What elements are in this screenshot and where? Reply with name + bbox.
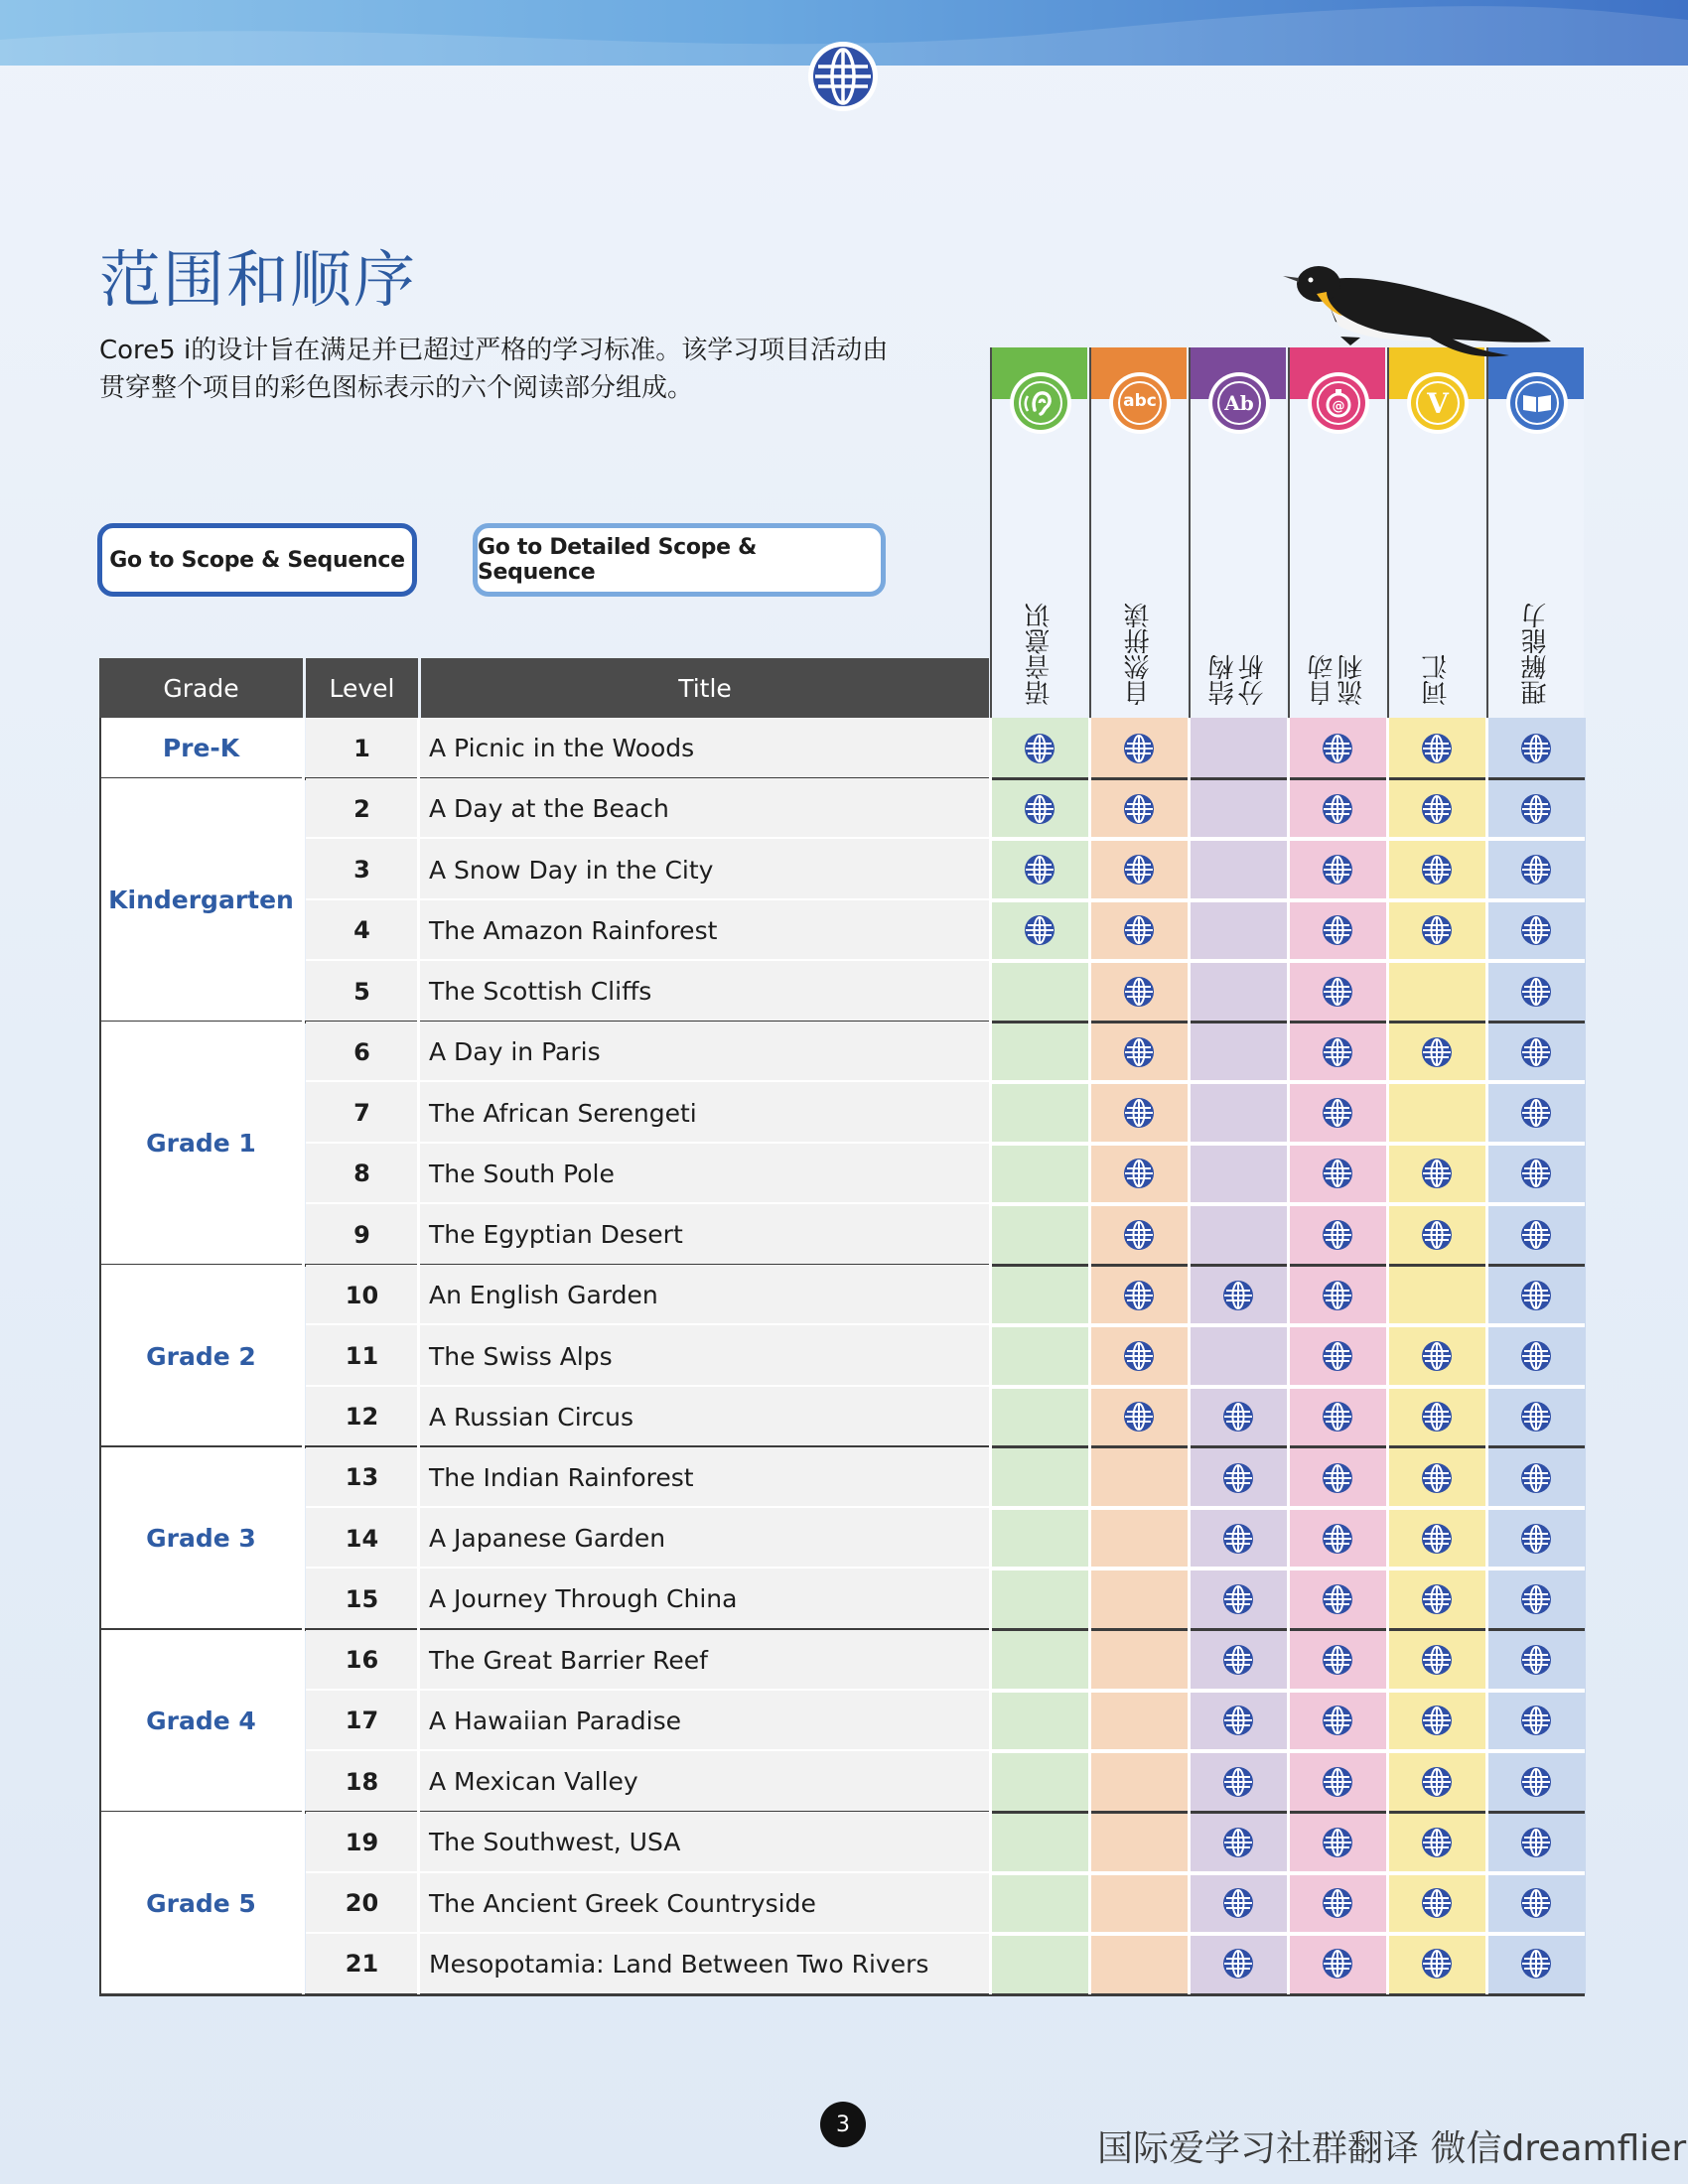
globe-check-icon bbox=[1519, 1826, 1553, 1859]
globe-check-icon bbox=[1321, 1096, 1354, 1130]
grade-divider bbox=[99, 1993, 1585, 1996]
title-cell: A Japanese Garden bbox=[429, 1524, 666, 1554]
globe-check-icon bbox=[1519, 1279, 1553, 1312]
globe-check-icon bbox=[1122, 1096, 1156, 1130]
level-cell: 19 bbox=[345, 1828, 379, 1856]
globe-check-icon bbox=[1321, 975, 1354, 1009]
globe-check-icon bbox=[1519, 1522, 1553, 1556]
column-divider bbox=[1386, 718, 1389, 1994]
level-cell: 7 bbox=[353, 1099, 370, 1128]
svg-text:abc: abc bbox=[1123, 391, 1157, 411]
level-cell: 20 bbox=[345, 1889, 379, 1918]
globe-check-icon bbox=[1221, 1461, 1255, 1495]
globe-check-icon bbox=[1420, 1157, 1454, 1190]
grade-label: Pre-K bbox=[99, 718, 303, 778]
globe-check-icon bbox=[1221, 1765, 1255, 1799]
book-icon bbox=[1506, 372, 1568, 434]
globe-check-icon bbox=[1519, 1339, 1553, 1373]
svg-text:@: @ bbox=[1332, 399, 1345, 414]
title-cell: A Journey Through China bbox=[429, 1584, 738, 1614]
column-divider bbox=[989, 718, 992, 1994]
level-cell: 14 bbox=[345, 1524, 379, 1553]
globe-check-icon bbox=[1321, 1947, 1354, 1980]
level-cell: 21 bbox=[345, 1950, 379, 1979]
level-cell: 6 bbox=[353, 1037, 370, 1066]
globe-check-icon bbox=[1420, 1035, 1454, 1069]
globe-check-icon bbox=[1122, 1157, 1156, 1190]
globe-check-icon bbox=[1321, 1582, 1354, 1616]
category-header-5 bbox=[1387, 347, 1484, 720]
level-cell: 10 bbox=[345, 1281, 379, 1309]
globe-check-icon bbox=[1519, 1157, 1553, 1190]
globe-check-icon bbox=[1122, 975, 1156, 1009]
title-cell: Mesopotamia: Land Between Two Rivers bbox=[429, 1949, 929, 1979]
globe-check-icon bbox=[1420, 732, 1454, 765]
globe-check-icon bbox=[1420, 1400, 1454, 1433]
globe-check-icon bbox=[1519, 1704, 1553, 1737]
grade-label: Kindergarten bbox=[99, 778, 303, 1022]
word-structure-icon bbox=[1208, 372, 1270, 434]
globe-check-icon bbox=[1420, 1886, 1454, 1920]
globe-check-icon bbox=[1122, 732, 1156, 765]
category-label-wrap bbox=[1488, 567, 1584, 706]
globe-check-icon bbox=[1321, 1279, 1354, 1312]
grade-label: Grade 1 bbox=[99, 1022, 303, 1265]
category-label: 词汇 bbox=[1422, 654, 1452, 706]
globe-check-icon bbox=[1321, 792, 1354, 826]
globe-check-icon bbox=[1321, 1643, 1354, 1677]
category-label: 自动 流利 bbox=[1308, 654, 1367, 706]
penguin-mascot bbox=[1281, 242, 1559, 371]
globe-check-icon bbox=[1023, 853, 1056, 887]
level-cell: 4 bbox=[353, 916, 370, 945]
globe-check-icon bbox=[1122, 913, 1156, 947]
globe-check-icon bbox=[1519, 1765, 1553, 1799]
globe-check-icon bbox=[1519, 1461, 1553, 1495]
level-cell: 9 bbox=[353, 1220, 370, 1249]
stopwatch-icon bbox=[1308, 372, 1369, 434]
title-cell: The Indian Rainforest bbox=[429, 1462, 694, 1492]
title-cell: The Southwest, USA bbox=[429, 1828, 681, 1857]
title-cell: The Amazon Rainforest bbox=[429, 915, 718, 945]
scope-sequence-table bbox=[99, 718, 1585, 1994]
globe-check-icon bbox=[1023, 792, 1056, 826]
title-cell: A Picnic in the Woods bbox=[429, 734, 695, 763]
category-label-wrap bbox=[1290, 567, 1385, 706]
globe-check-icon bbox=[1122, 853, 1156, 887]
abc-icon bbox=[1109, 372, 1171, 434]
title-cell: A Snow Day in the City bbox=[429, 855, 714, 885]
globe-check-icon bbox=[1023, 913, 1056, 947]
globe-check-icon bbox=[1519, 1582, 1553, 1616]
level-cell: 3 bbox=[353, 856, 370, 885]
detailed-scope-sequence-button[interactable]: Go to Detailed Scope & Sequence bbox=[473, 523, 886, 597]
grade-label: Grade 2 bbox=[99, 1265, 303, 1447]
globe-check-icon bbox=[1221, 1400, 1255, 1433]
category-label-wrap bbox=[992, 567, 1087, 706]
v-icon bbox=[1407, 372, 1469, 434]
level-cell: 8 bbox=[353, 1160, 370, 1188]
column-divider bbox=[1287, 718, 1290, 1994]
globe-check-icon bbox=[1519, 792, 1553, 826]
title-cell: A Hawaiian Paradise bbox=[429, 1706, 682, 1735]
column-divider bbox=[417, 718, 420, 1994]
level-cell: 12 bbox=[345, 1403, 379, 1432]
globe-check-icon bbox=[1420, 1339, 1454, 1373]
globe-check-icon bbox=[1420, 853, 1454, 887]
translator-watermark: 国际爱学习社群翻译 微信dreamflier bbox=[1097, 2128, 1687, 2169]
globe-check-icon bbox=[1122, 1339, 1156, 1373]
title-cell: A Mexican Valley bbox=[429, 1767, 638, 1797]
globe-check-icon bbox=[1221, 1522, 1255, 1556]
category-header-1 bbox=[990, 347, 1087, 720]
globe-check-icon bbox=[1321, 1886, 1354, 1920]
grade-label: Grade 4 bbox=[99, 1630, 303, 1813]
globe-check-icon bbox=[1519, 1096, 1553, 1130]
column-header-level: Level bbox=[306, 658, 418, 718]
column-divider bbox=[1485, 718, 1488, 1994]
column-header-title: Title bbox=[421, 658, 989, 718]
category-column-3 bbox=[1189, 718, 1288, 1994]
table-left-border bbox=[99, 718, 101, 1994]
title-cell: The African Serengeti bbox=[429, 1098, 697, 1128]
globe-check-icon bbox=[1221, 1947, 1255, 1980]
level-cell: 1 bbox=[353, 734, 370, 762]
level-cell: 17 bbox=[345, 1706, 379, 1735]
globe-check-icon bbox=[1519, 1035, 1553, 1069]
grade-label: Grade 5 bbox=[99, 1812, 303, 1994]
level-cell: 13 bbox=[345, 1463, 379, 1492]
globe-check-icon bbox=[1420, 792, 1454, 826]
category-header-6 bbox=[1486, 347, 1584, 720]
globe-check-icon bbox=[1519, 1400, 1553, 1433]
globe-check-icon bbox=[1221, 1826, 1255, 1859]
svg-text:Ab: Ab bbox=[1224, 391, 1254, 415]
globe-check-icon bbox=[1221, 1643, 1255, 1677]
grade-label: Grade 3 bbox=[99, 1447, 303, 1630]
level-cell: 16 bbox=[345, 1646, 379, 1675]
level-cell: 15 bbox=[345, 1584, 379, 1613]
globe-check-icon bbox=[1122, 1279, 1156, 1312]
column-header-grade: Grade bbox=[99, 658, 303, 718]
title-cell: An English Garden bbox=[429, 1281, 658, 1310]
ear-icon bbox=[1010, 372, 1071, 434]
title-cell: The Scottish Cliffs bbox=[429, 977, 652, 1007]
globe-check-icon bbox=[1122, 1400, 1156, 1433]
globe-check-icon bbox=[1420, 1522, 1454, 1556]
title-cell: A Day in Paris bbox=[429, 1037, 601, 1067]
page-number: 3 bbox=[820, 2102, 866, 2147]
category-column-1 bbox=[990, 718, 1089, 1994]
globe-check-icon bbox=[1221, 1279, 1255, 1312]
globe-check-icon bbox=[1321, 1035, 1354, 1069]
globe-check-icon bbox=[1420, 1218, 1454, 1252]
globe-check-icon bbox=[1519, 913, 1553, 947]
globe-check-icon bbox=[1321, 732, 1354, 765]
globe-check-icon bbox=[1321, 1704, 1354, 1737]
globe-check-icon bbox=[1519, 975, 1553, 1009]
level-cell: 18 bbox=[345, 1767, 379, 1796]
globe-check-icon bbox=[1221, 1704, 1255, 1737]
globe-check-icon bbox=[1420, 1826, 1454, 1859]
globe-check-icon bbox=[1321, 1765, 1354, 1799]
globe-check-icon bbox=[1420, 913, 1454, 947]
globe-logo-icon bbox=[806, 40, 880, 113]
title-cell: The Great Barrier Reef bbox=[429, 1645, 708, 1675]
globe-check-icon bbox=[1519, 732, 1553, 765]
globe-check-icon bbox=[1420, 1461, 1454, 1495]
category-label: 自然拼读 bbox=[1124, 603, 1154, 706]
category-label-wrap bbox=[1191, 567, 1286, 706]
globe-check-icon bbox=[1023, 732, 1056, 765]
category-label-wrap bbox=[1091, 567, 1187, 706]
page-title: 范围和顺序 bbox=[99, 243, 418, 316]
globe-check-icon bbox=[1519, 853, 1553, 887]
level-cell: 11 bbox=[345, 1342, 379, 1370]
globe-check-icon bbox=[1420, 1947, 1454, 1980]
category-label: 语音意识 bbox=[1025, 603, 1055, 706]
intro-paragraph: Core5 i的设计旨在满足并已超过严格的学习标准。该学习项目活动由贯穿整个项目的彩色图标表示的六个阅读部分组成。 bbox=[99, 336, 889, 403]
title-cell: The Swiss Alps bbox=[429, 1341, 613, 1371]
globe-check-icon bbox=[1221, 1582, 1255, 1616]
globe-check-icon bbox=[1122, 1035, 1156, 1069]
category-header-4 bbox=[1288, 347, 1385, 720]
globe-check-icon bbox=[1321, 1826, 1354, 1859]
category-label: 理解能力 bbox=[1521, 603, 1551, 706]
column-divider bbox=[1088, 718, 1091, 1994]
level-cell: 2 bbox=[353, 794, 370, 823]
globe-check-icon bbox=[1420, 1704, 1454, 1737]
globe-check-icon bbox=[1321, 913, 1354, 947]
title-cell: The Ancient Greek Countryside bbox=[429, 1888, 816, 1918]
globe-check-icon bbox=[1321, 853, 1354, 887]
globe-check-icon bbox=[1420, 1582, 1454, 1616]
globe-check-icon bbox=[1321, 1339, 1354, 1373]
globe-check-icon bbox=[1519, 1886, 1553, 1920]
globe-check-icon bbox=[1321, 1218, 1354, 1252]
scope-sequence-button[interactable]: Go to Scope & Sequence bbox=[97, 523, 417, 597]
globe-check-icon bbox=[1321, 1461, 1354, 1495]
globe-check-icon bbox=[1420, 1765, 1454, 1799]
globe-check-icon bbox=[1122, 792, 1156, 826]
level-cell: 5 bbox=[353, 977, 370, 1006]
category-header-2 bbox=[1089, 347, 1187, 720]
column-divider bbox=[1188, 718, 1191, 1994]
title-cell: The South Pole bbox=[429, 1159, 615, 1188]
category-label: 结构 分析 bbox=[1208, 654, 1268, 706]
svg-text:V: V bbox=[1427, 387, 1449, 420]
globe-check-icon bbox=[1321, 1522, 1354, 1556]
globe-check-icon bbox=[1221, 1886, 1255, 1920]
title-cell: The Egyptian Desert bbox=[429, 1220, 683, 1250]
title-cell: A Day at the Beach bbox=[429, 794, 669, 824]
category-header-3 bbox=[1189, 347, 1286, 720]
globe-check-icon bbox=[1122, 1218, 1156, 1252]
title-cell: A Russian Circus bbox=[429, 1402, 633, 1432]
globe-check-icon bbox=[1420, 1643, 1454, 1677]
globe-check-icon bbox=[1321, 1400, 1354, 1433]
globe-check-icon bbox=[1519, 1643, 1553, 1677]
column-divider bbox=[302, 718, 305, 1994]
globe-check-icon bbox=[1519, 1947, 1553, 1980]
globe-check-icon bbox=[1519, 1218, 1553, 1252]
category-label-wrap bbox=[1389, 567, 1484, 706]
globe-check-icon bbox=[1321, 1157, 1354, 1190]
